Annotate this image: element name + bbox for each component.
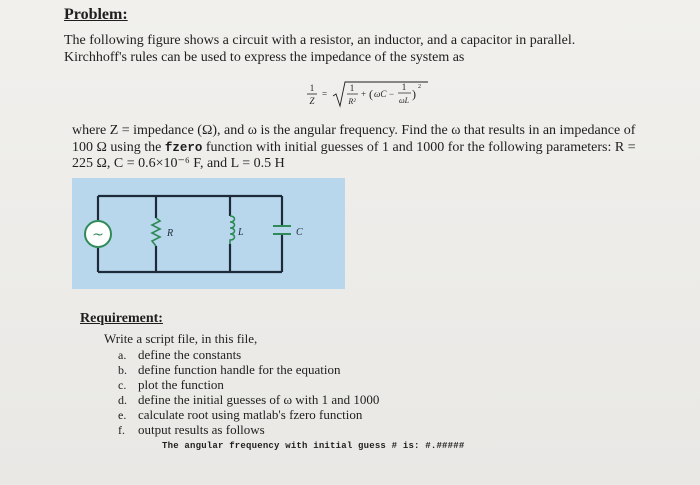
problem-line-2: Kirchhoff's rules can be used to express the impedance of the system as: [64, 50, 465, 65]
document-page: Problem: The following figure shows a circuit with a resistor, an inductor, and a capacitor in parallel. Kirchhoff's rules can be used to express the impedance of the system as 1 Z = 1 R² + ( ωC − 1 ωL ) 2 where Z = impedance (Ω), and ω is the angular frequency. Find the ω that results in an impedance of 100 Ω using the fzero function with initial guesses of 1 and 1000 for the following parameters: R = 225 Ω, C = 0.6×10⁻⁶ F, and L = 0.5 H ~ R L C Requirement: Write a script file, in this file, a. define the constants b. define function handle for the equation c. plot the function d. define the initial guesses of ω with 1 and 1000 e. calculate root using matlab's fzero function f. output results as follows The angular frequency with initial guess # is: #.#####: [0, 0, 700, 485]
eq-exponent: 2: [418, 84, 421, 90]
eq-inner-den: ωL: [398, 96, 410, 105]
eq-omega-c: ωC: [374, 89, 387, 99]
resistor-label: R: [167, 228, 174, 239]
capacitor-icon: [273, 226, 291, 234]
requirement-title: Requirement:: [80, 311, 163, 326]
where-line-1: where Z = impedance (Ω), and ω is the angular frequency. Find the ω that results in an impedance of: [72, 123, 636, 138]
impedance-equation: [300, 77, 450, 113]
capacitor-label: C: [296, 227, 303, 238]
fzero-code: fzero: [164, 141, 203, 155]
ac-source-icon: [85, 221, 111, 247]
eq-r-den: R²: [348, 97, 356, 106]
eq-lhs-num: 1: [309, 83, 315, 93]
rlc-circuit-figure: [72, 178, 345, 289]
where-line-2: 100 Ω using the fzero function with initial guesses of 1 and 1000 for the following parameters: R =: [72, 140, 636, 155]
svg-text:−: −: [389, 89, 395, 99]
eq-lhs-den: Z: [309, 96, 315, 106]
svg-text:~: ~: [92, 227, 104, 243]
problem-line-1: The following figure shows a circuit with a resistor, an inductor, and a capacitor in parallel.: [64, 33, 576, 48]
eq-inner-num: 1: [401, 82, 407, 92]
svg-text:=: =: [322, 89, 328, 99]
inductor-label: L: [238, 227, 244, 238]
resistor-icon: [152, 218, 160, 246]
inductor-icon: [230, 216, 235, 244]
output-format-line: The angular frequency with initial guess # is: #.#####: [162, 441, 465, 451]
svg-text:+: +: [361, 89, 367, 99]
requirement-intro: Write a script file, in this file,: [104, 331, 258, 346]
eq-r-num: 1: [349, 83, 355, 93]
svg-text:): ): [412, 87, 416, 101]
where-line-3: 225 Ω, C = 0.6×10⁻⁶ F, and L = 0.5 H: [72, 156, 285, 171]
problem-title: Problem:: [64, 6, 128, 23]
svg-text:(: (: [369, 87, 373, 101]
